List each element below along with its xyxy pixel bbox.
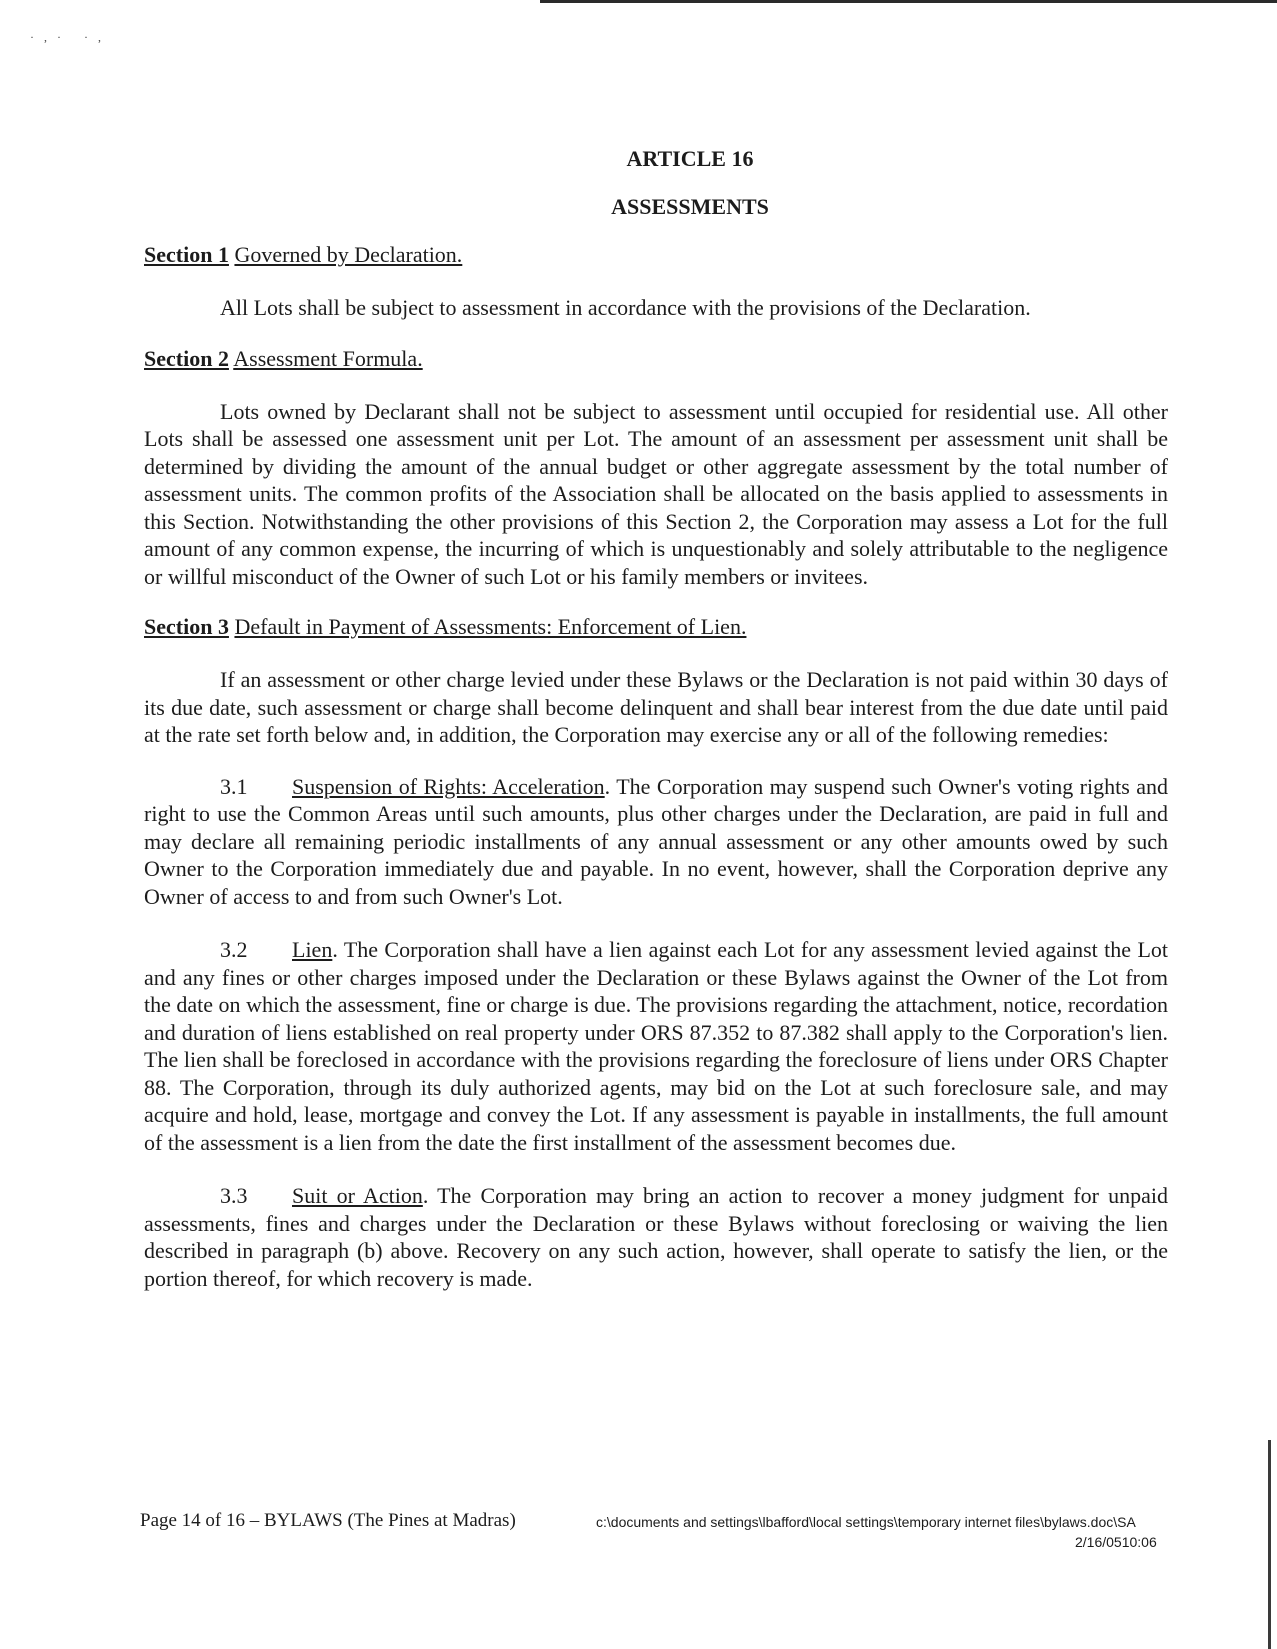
subsection-title: Lien <box>292 937 333 962</box>
subsection-3-1 <box>144 773 1168 911</box>
scan-edge-right <box>1268 1440 1271 1649</box>
scan-specks: ·,· ·, <box>30 30 111 44</box>
section-3-body: If an assessment or other charge levied under these Bylaws or the Declaration is not paid within 30 days of its due date, such assessment or charge shall become delinquent and shall bear interest from the due date until paid at the rate set forth below and, in addition, the Corporation may exercise any or all of the following remedies: <box>144 667 1168 747</box>
section-title: Governed by Declaration. <box>234 242 463 267</box>
section-title: Assessment Formula. <box>233 345 423 371</box>
section-title: Default in Payment of Assessments: Enforcement of Lien. <box>234 614 747 639</box>
document-page <box>144 146 1168 1318</box>
footer-file-path: c:\documents and settings\lbafford\local settings\temporary internet files\bylaws.doc\SA <box>596 1514 1136 1530</box>
article-title: ARTICLE 16 <box>626 146 754 171</box>
subsection-3-2 <box>144 936 1168 1156</box>
section-1-body: All Lots shall be subject to assessment in accordance with the provisions of the Declaration. <box>220 295 1031 320</box>
section-number: Section 3 <box>144 614 229 639</box>
section-number: Section 2 <box>144 345 229 371</box>
subsection-text: . The Corporation shall have a lien against each Lot for any assessment levied against the Lot and any fines or other charges imposed under the Declaration or these Bylaws against the Owner of the Lot from the date on which the assessment, fine or charge is due. The provisions regarding the attachment, notice, recordation and duration of liens established on real property under ORS 87.352 to 87.382 shall apply to the Corporation's lien. The lien shall be foreclosed in accordance with the provisions regarding the foreclosure of liens under ORS Chapter 88. The Corporation, through its duly authorized agents, may bid on the Lot at such foreclosure sale, and may acquire and hold, lease, mortgage and convey the Lot. If any assessment is payable in installments, the full amount of the assessment is a lien from the date the first installment of the assessment becomes due. <box>144 937 1168 1155</box>
footer-date-stamp: 2/16/0510:06 <box>1075 1534 1157 1550</box>
section-2-heading <box>144 346 1168 372</box>
subsection-number: 3.1 <box>220 773 248 799</box>
subsection-number: 3.3 <box>220 1183 248 1208</box>
footer-page-label: Page 14 of 16 – BYLAWS (The Pines at Madras) <box>140 1510 516 1531</box>
subsection-title: Suit or Action <box>292 1183 423 1208</box>
subsection-3-3 <box>144 1182 1168 1292</box>
section-2-body: Lots owned by Declarant shall not be subject to assessment until occupied for residential use. All other Lots shall be assessed one assessment unit per Lot. The amount of an assessment per assessment unit shall be determined by dividing the amount of the annual budget or other aggregate assessment by the total number of assessment units. The common profits of the Association shall be allocated on the basis applied to assessments in this Section. Notwithstanding the other provisions of this Section 2, the Corporation may assess a Lot for the full amount of any common expense, the incurring of which is unquestionably and solely attributable to the negligence or willful misconduct of the Owner of such Lot or his family members or invitees. <box>144 398 1168 589</box>
article-subtitle: ASSESSMENTS <box>611 194 769 219</box>
section-number: Section 1 <box>144 242 229 267</box>
subsection-number: 3.2 <box>220 937 248 962</box>
subsection-title: Suspension of Rights: Acceleration <box>292 773 605 799</box>
subsection-text: . The Corporation may suspend such Owner's voting rights and right to use the Common Areas until such amounts, plus other charges under the Declaration, are paid in full and may declare all remaining periodic installments of any annual assessment or any other amounts owed by such Owner to the Corporation immediately due and payable. In no event, however, shall the Corporation deprive any Owner of access to and from such Owner's Lot. <box>144 773 1168 909</box>
subsection-text: . The Corporation may bring an action to recover a money judgment for unpaid assessments, fines and charges under the Declaration or these Bylaws without foreclosing or waiving the lien described in paragraph (b) above. Recovery on any such action, however, shall operate to satisfy the lien, or the portion thereof, for which recovery is made. <box>144 1183 1168 1291</box>
section-1-heading <box>144 242 1168 268</box>
scan-edge-top <box>540 0 1277 3</box>
section-3-heading <box>144 614 1168 640</box>
